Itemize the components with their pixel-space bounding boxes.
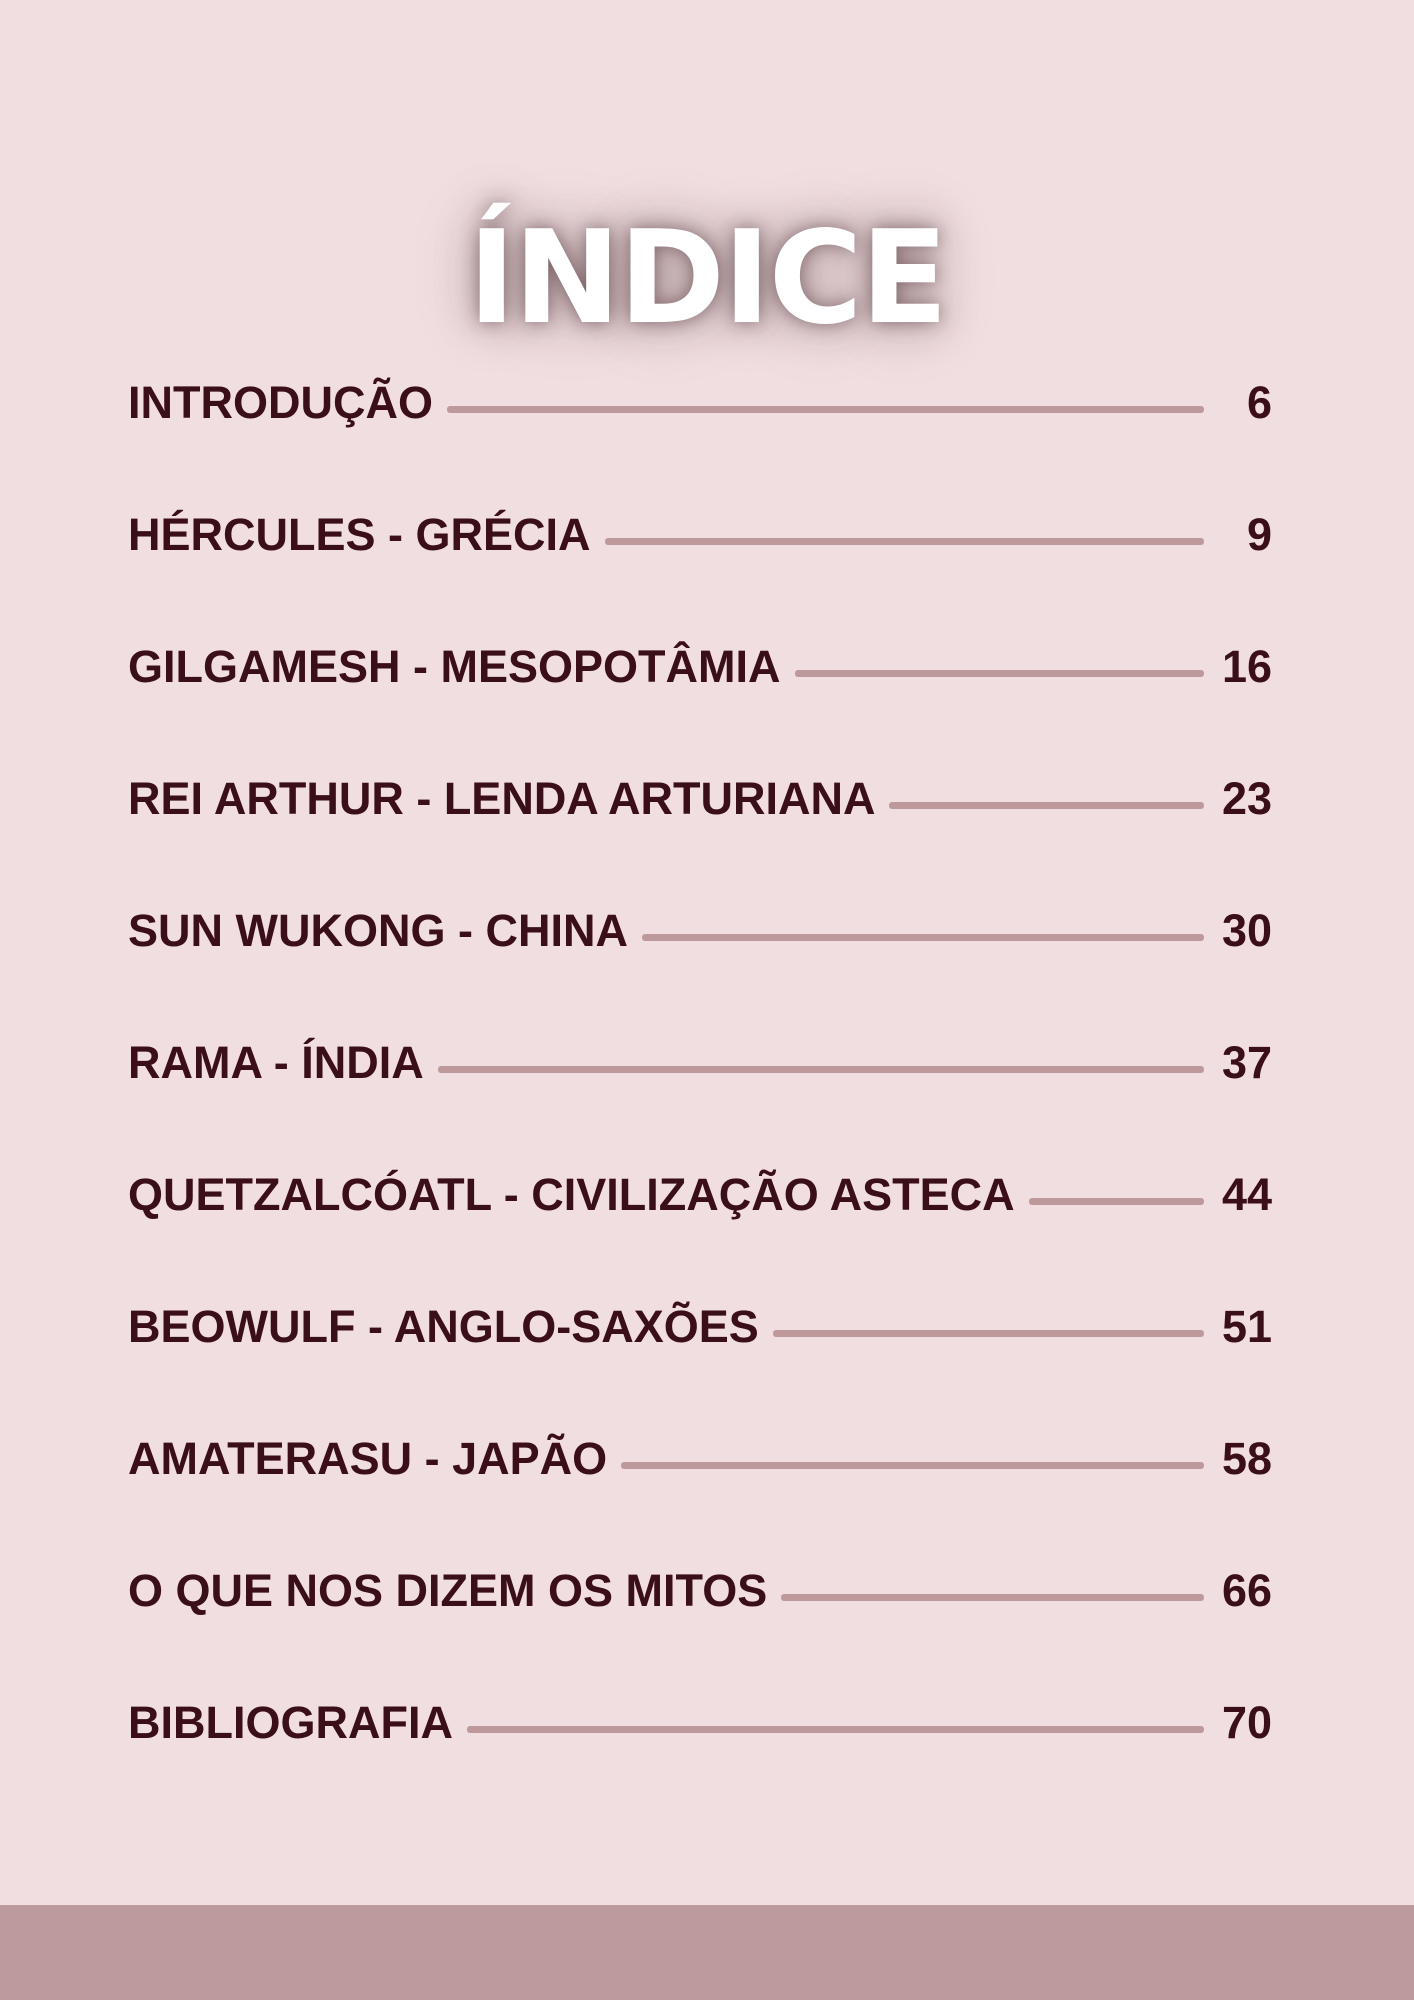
toc-entry[interactable]	[128, 468, 1272, 600]
toc-leader-line	[621, 1462, 1204, 1469]
toc-page-number: 9	[1246, 508, 1272, 560]
toc-leader-line	[447, 406, 1204, 413]
toc-entry-title: INTRODUÇÃO	[128, 376, 433, 428]
toc-entry[interactable]	[128, 732, 1272, 864]
toc-entry-title: GILGAMESH - MESOPOTÂMIA	[128, 640, 781, 692]
toc-entry-title: REI ARTHUR - LENDA ARTURIANA	[128, 772, 876, 824]
toc-leader-line	[773, 1330, 1204, 1337]
toc-leader-line	[1029, 1198, 1204, 1205]
toc-entry[interactable]	[128, 600, 1272, 732]
toc-leader-line	[795, 670, 1205, 677]
toc-page-number: 6	[1246, 376, 1272, 428]
page-title: ÍNDICE	[468, 203, 946, 353]
toc-leader-line	[438, 1066, 1204, 1073]
toc-entry[interactable]	[128, 336, 1272, 468]
toc-entry[interactable]	[128, 1524, 1272, 1656]
toc-page-number: 66	[1221, 1564, 1272, 1616]
toc-entry[interactable]	[128, 1392, 1272, 1524]
toc-page-number: 51	[1221, 1300, 1272, 1352]
table-of-contents	[128, 336, 1272, 1788]
toc-entry-title: BIBLIOGRAFIA	[128, 1696, 453, 1748]
toc-entry-title: AMATERASU - JAPÃO	[128, 1432, 608, 1484]
toc-page-number: 37	[1221, 1036, 1272, 1088]
toc-entry-title: BEOWULF - ANGLO-SAXÕES	[128, 1300, 759, 1352]
footer-band	[0, 1905, 1414, 2000]
toc-leader-line	[605, 538, 1204, 545]
toc-leader-line	[781, 1594, 1204, 1601]
toc-leader-line	[889, 802, 1204, 809]
toc-leader-line	[642, 934, 1204, 941]
toc-page-number: 23	[1221, 772, 1272, 824]
toc-entry-title: QUETZALCÓATL - CIVILIZAÇÃO ASTECA	[128, 1168, 1015, 1220]
toc-entry-title: SUN WUKONG - CHINA	[128, 904, 628, 956]
toc-entry[interactable]	[128, 1656, 1272, 1788]
toc-entry-title: O QUE NOS DIZEM OS MITOS	[128, 1564, 768, 1616]
toc-leader-line	[467, 1726, 1204, 1733]
toc-entry[interactable]	[128, 1128, 1272, 1260]
toc-entry[interactable]	[128, 996, 1272, 1128]
toc-page-number: 70	[1221, 1696, 1272, 1748]
toc-page-number: 44	[1221, 1168, 1272, 1220]
toc-entry[interactable]	[128, 864, 1272, 996]
toc-page-number: 16	[1221, 640, 1272, 692]
toc-page-number: 58	[1221, 1432, 1272, 1484]
toc-page-number: 30	[1221, 904, 1272, 956]
toc-entry[interactable]	[128, 1260, 1272, 1392]
toc-entry-title: RAMA - ÍNDIA	[128, 1036, 424, 1088]
toc-entry-title: HÉRCULES - GRÉCIA	[128, 508, 591, 560]
